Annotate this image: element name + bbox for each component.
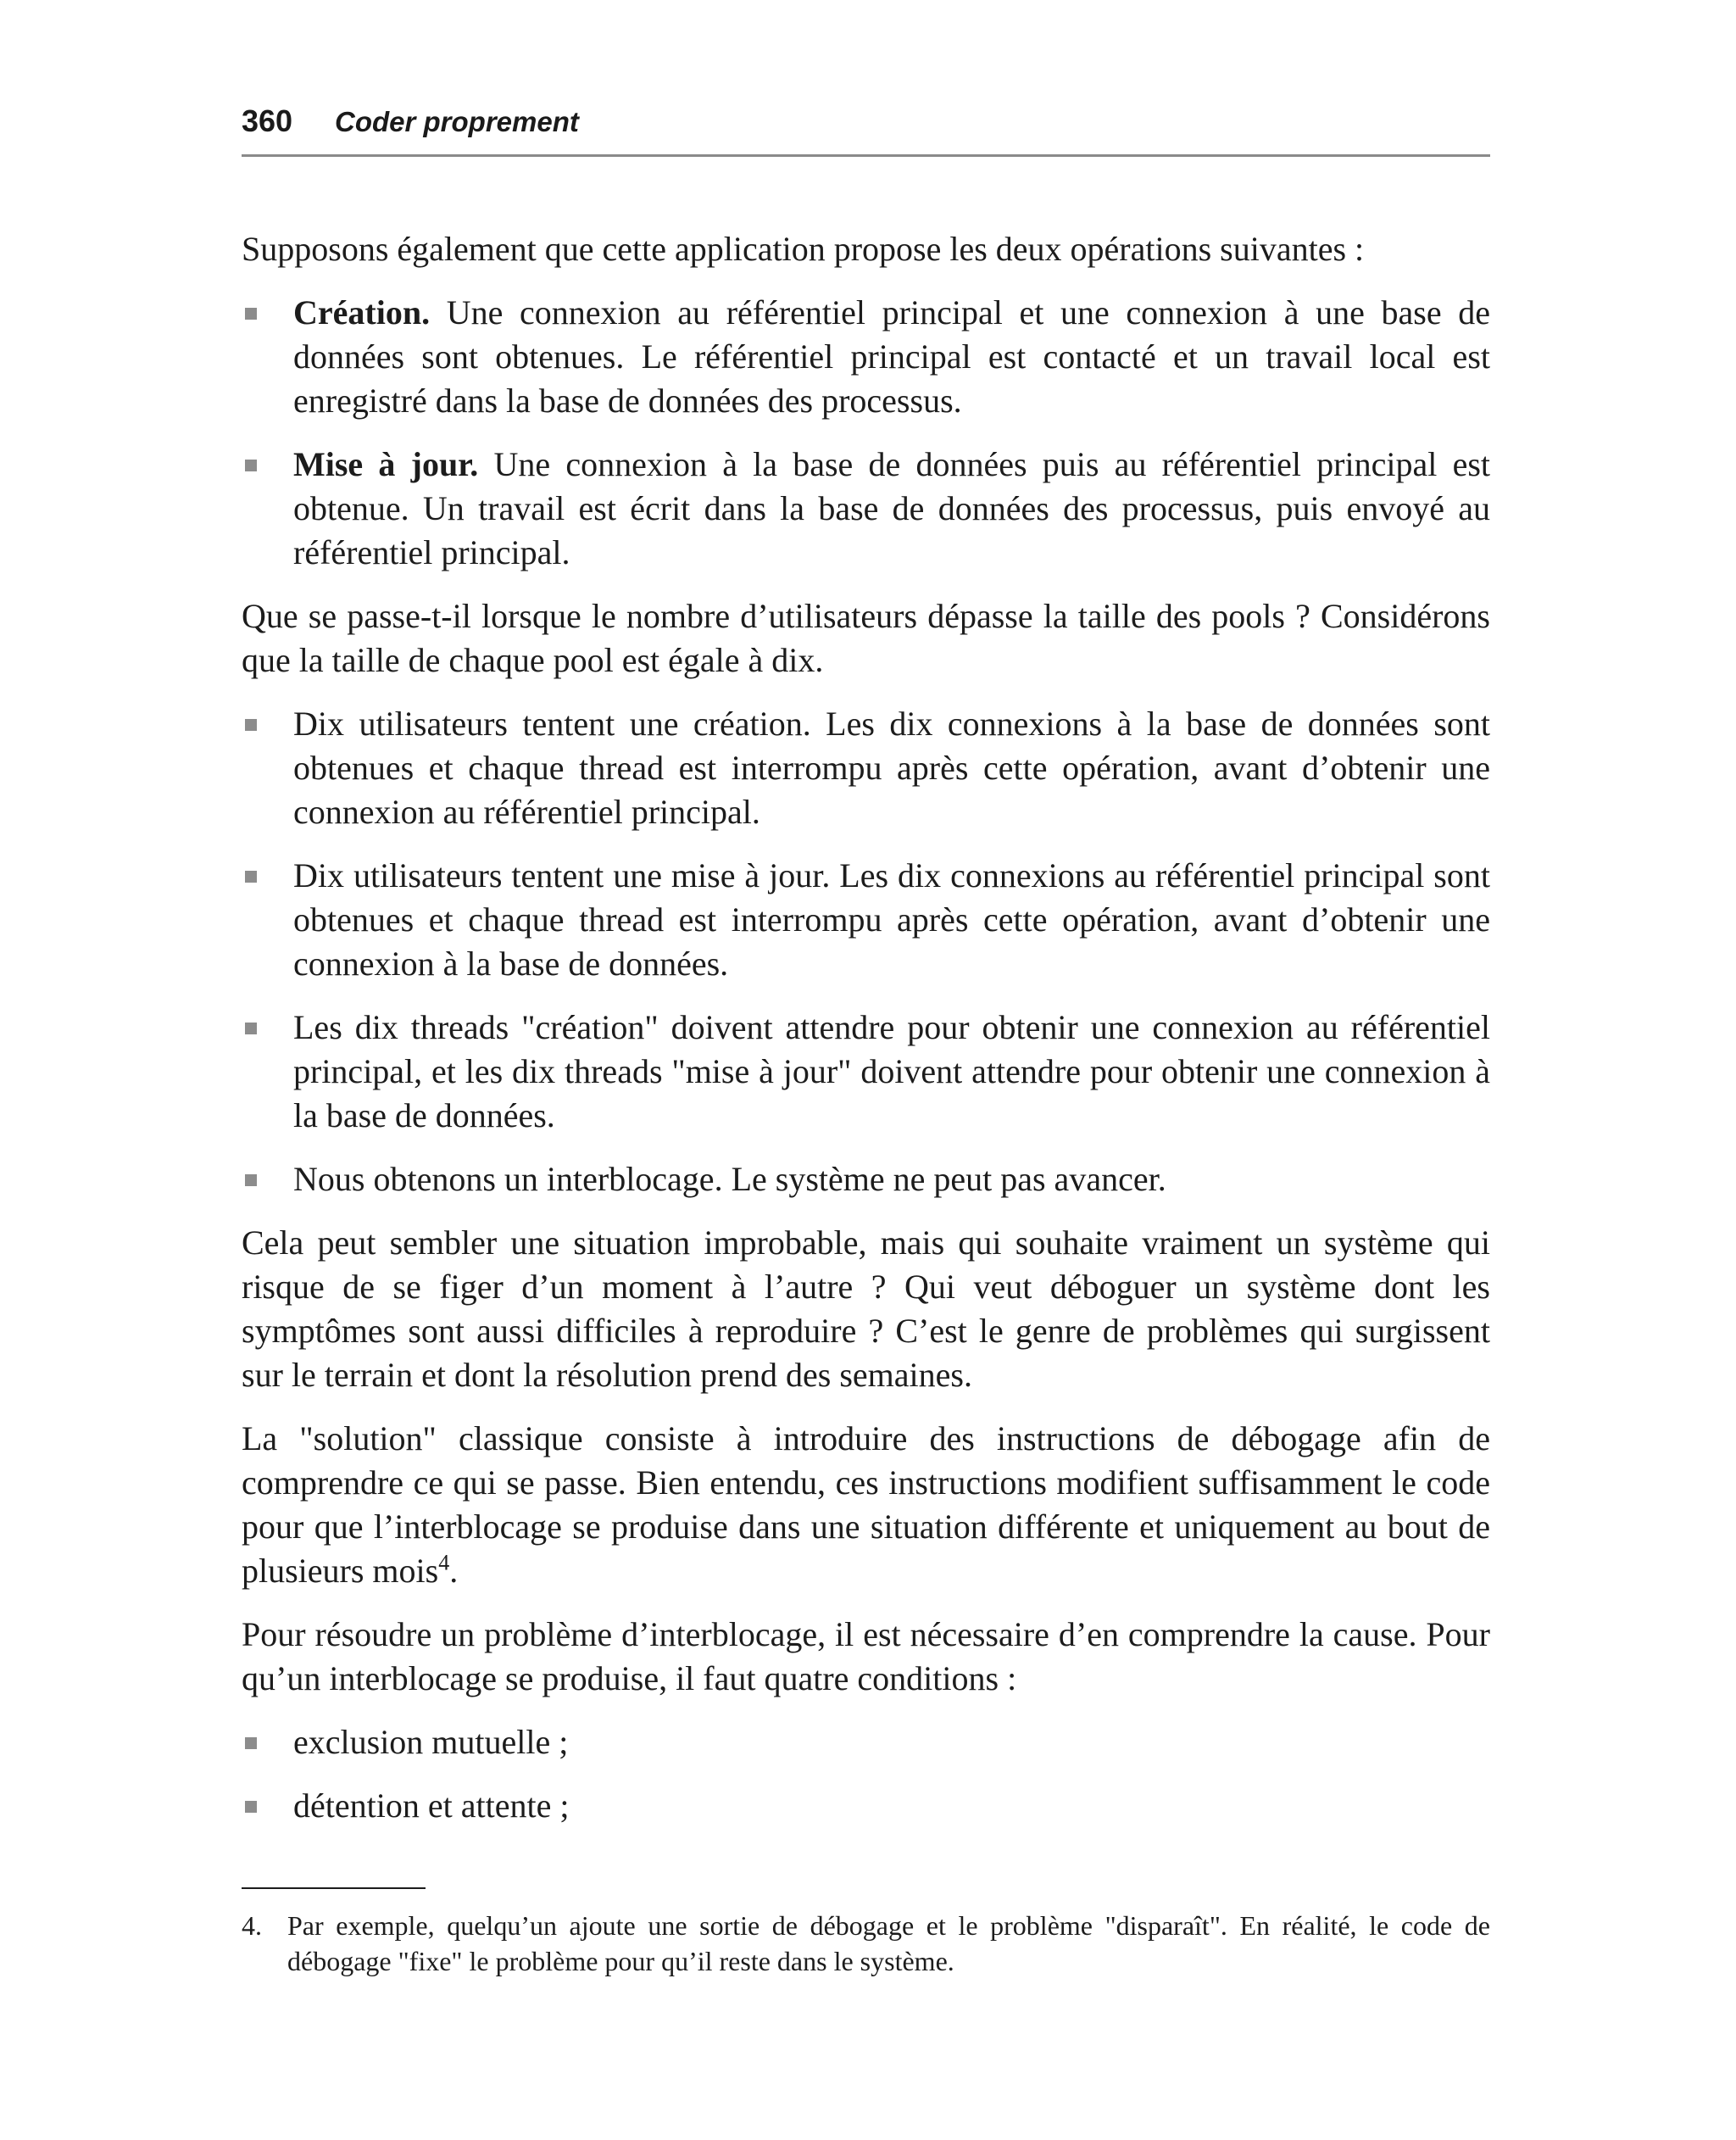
operation-text: Une connexion à la base de données puis au référentiel principal est obtenue. Un travail est écrit dans la base de données des processus, puis envoyé au référentiel principal.: [293, 445, 1491, 571]
operation-term: Création.: [293, 293, 431, 332]
list-item: [242, 1157, 1490, 1201]
footnote-number: 4.: [242, 1910, 262, 1941]
operations-list: [242, 291, 1490, 575]
condition-text: exclusion mutuelle ;: [293, 1723, 569, 1761]
footnote-reference[interactable]: 4: [438, 1550, 450, 1575]
condition-text: détention et attente ;: [293, 1786, 570, 1825]
list-item: [242, 1006, 1490, 1138]
square-bullet-icon: [245, 719, 257, 731]
scenario-list: [242, 702, 1490, 1201]
solution-paragraph: [242, 1417, 1490, 1593]
page-body: [242, 227, 1490, 1847]
square-bullet-icon: [245, 1801, 257, 1813]
footnote-divider: [242, 1887, 426, 1889]
question-paragraph: Que se passe-t-il lorsque le nombre d’utilisateurs dépasse la taille des pools ? Considérons que la taille de chaque pool est égale à dix.: [242, 597, 1490, 679]
list-item: [242, 443, 1490, 575]
scenario-text: Dix utilisateurs tentent une création. Les dix connexions à la base de données sont obtenues et chaque thread est interrompu après cette opération, avant d’obtenir une connexion au référentiel principal.: [293, 705, 1490, 831]
solution-end: .: [449, 1552, 459, 1590]
list-item: [242, 702, 1490, 834]
scenario-text: Dix utilisateurs tentent une mise à jour. Les dix connexions au référentiel principal sont obtenues et chaque thread est interrompu après cette opération, avant d’obtenir une connexion à la base de données.: [293, 856, 1490, 983]
square-bullet-icon: [245, 308, 257, 320]
conditions-paragraph: Pour résoudre un problème d’interblocage, il est nécessaire d’en comprendre la cause. Pour qu’un interblocage se produise, il faut quatre conditions :: [242, 1615, 1490, 1697]
conditions-list: [242, 1720, 1490, 1828]
list-item: [242, 291, 1490, 423]
improbable-paragraph: Cela peut sembler une situation improbable, mais qui souhaite vraiment un système qui risque de se figer d’un moment à l’autre ? Qui veut déboguer un système dont les symptômes sont aussi difficiles à reproduire ? C’est le genre de problèmes qui surgissent sur le terrain et dont la résolution prend des semaines.: [242, 1223, 1490, 1394]
page-number: 360: [242, 103, 293, 138]
operation-term: Mise à jour.: [293, 445, 479, 483]
list-item: [242, 1720, 1490, 1764]
footnote-text: Par exemple, quelqu’un ajoute une sortie de débogage et le problème "disparaît". En réalité, le code de débogage "fixe" le problème pour qu’il reste dans le système.: [287, 1910, 1490, 1976]
page-header: [242, 100, 1490, 157]
scenario-text: Nous obtenons un interblocage. Le système ne peut pas avancer.: [293, 1160, 1166, 1198]
list-item: [242, 854, 1490, 986]
square-bullet-icon: [245, 460, 257, 471]
operation-text: Une connexion au référentiel principal et une connexion à une base de données sont obtenues. Le référentiel principal est contacté et un travail local est enregistré dans la base de données des processus.: [293, 293, 1490, 420]
square-bullet-icon: [245, 1023, 257, 1034]
intro-paragraph: Supposons également que cette application propose les deux opérations suivantes :: [242, 230, 1365, 268]
list-item: [242, 1784, 1490, 1828]
running-title: Coder proprement: [335, 106, 579, 137]
solution-text: La "solution" classique consiste à introduire des instructions de débogage afin de comprendre ce qui se passe. Bien entendu, ces instructions modifient suffisamment le code pour que l’interblocage se produise dans une situation différente et uniquement au bout de plusieurs mois: [242, 1419, 1490, 1590]
footnote: [242, 1908, 1490, 1979]
scenario-text: Les dix threads "création" doivent attendre pour obtenir une connexion au référentiel principal, et les dix threads "mise à jour" doivent attendre pour obtenir une connexion à la base de données.: [293, 1008, 1490, 1134]
square-bullet-icon: [245, 871, 257, 883]
square-bullet-icon: [245, 1174, 257, 1186]
square-bullet-icon: [245, 1737, 257, 1749]
